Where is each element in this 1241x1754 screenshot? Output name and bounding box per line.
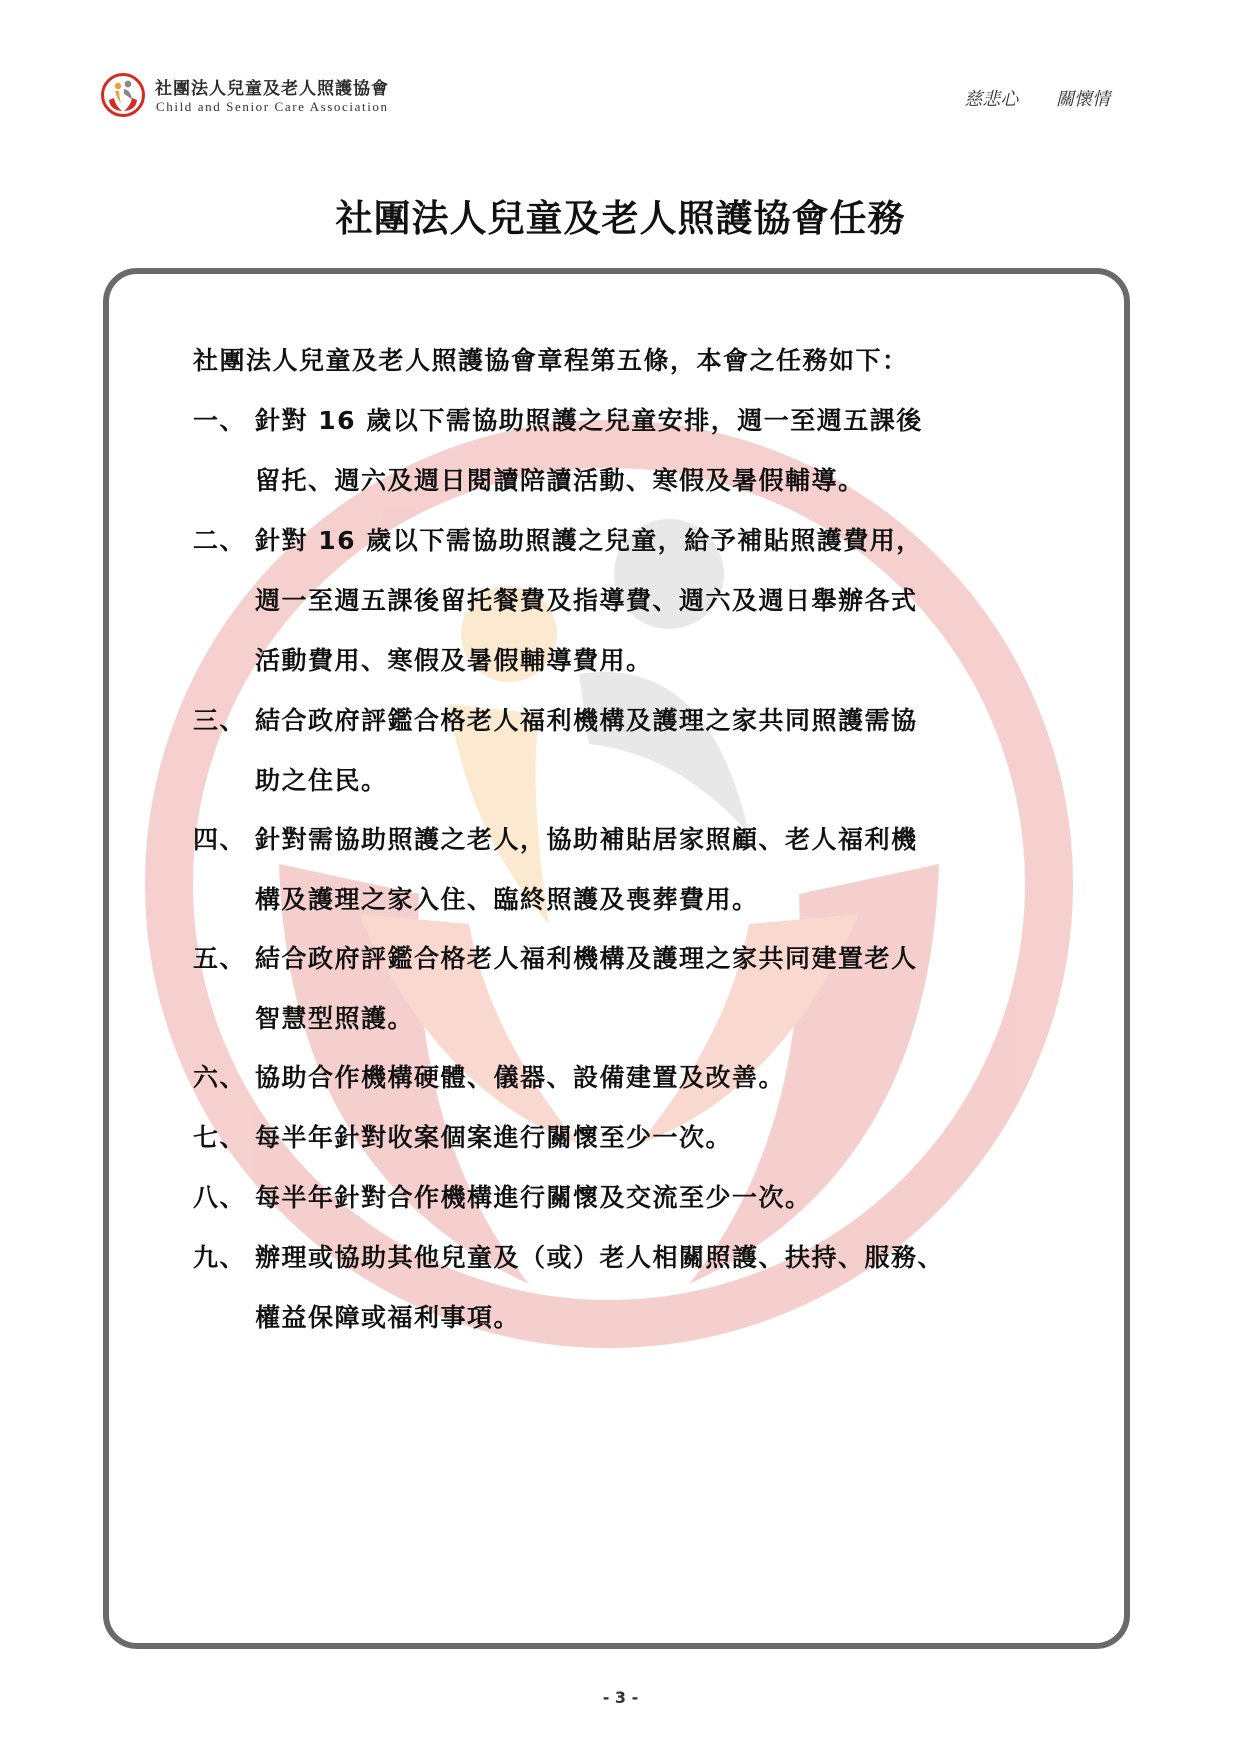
item-line: 助之住民。 [255, 766, 388, 795]
item-number: 二、 [193, 526, 247, 555]
item-number: 四、 [193, 825, 247, 854]
item-line: 針對 16 歲以下需協助照護之兒童安排，週一至週五課後 [255, 406, 923, 435]
item-number: 六、 [193, 1063, 247, 1092]
item-line: 活動費用、寒假及暑假輔導費用。 [255, 646, 653, 675]
item-line: 結合政府評鑑合格老人福利機構及護理之家共同照護需協 [255, 706, 918, 735]
item-line: 智慧型照護。 [255, 1004, 415, 1033]
header-slogan [964, 85, 1110, 111]
item-line: 結合政府評鑑合格老人福利機構及護理之家共同建置老人 [255, 944, 918, 973]
page-title: 社團法人兒童及老人照護協會任務 [335, 197, 906, 240]
org-name-chinese: 社團法人兒童及老人照護協會 [155, 79, 389, 99]
item-line: 權益保障或福利事項。 [255, 1303, 521, 1332]
org-name-english: Child and Senior Care Association [156, 99, 389, 114]
page-header [100, 70, 1110, 122]
item-line: 針對需協助照護之老人，協助補貼居家照顧、老人福利機 [255, 825, 918, 854]
item-number: 一、 [193, 406, 247, 435]
page-number: - 3 - [602, 1688, 639, 1707]
item-number: 五、 [193, 944, 247, 973]
item-line: 留托、週六及週日閱讀陪讀活動、寒假及暑假輔導。 [255, 466, 865, 495]
item-line: 協助合作機構硬體、儀器、設備建置及改善。 [255, 1063, 786, 1092]
item-line: 每半年針對收案個案進行關懷至少一次。 [255, 1123, 733, 1152]
item-number: 三、 [193, 706, 247, 735]
association-logo-icon [100, 72, 146, 118]
slogan-care: 關懷情 [1056, 89, 1110, 110]
item-line: 辦理或協助其他兒童及（或）老人相關照護、扶持、服務、 [255, 1243, 945, 1272]
mission-intro: 社團法人兒童及老人照護協會章程第五條，本會之任務如下： [193, 346, 909, 375]
item-line: 週一至週五課後留托餐費及指導費、週六及週日舉辦各式 [255, 586, 918, 615]
item-number: 九、 [193, 1243, 247, 1272]
slogan-compassion: 慈悲心 [964, 89, 1019, 110]
item-line: 針對 16 歲以下需協助照護之兒童，給予補貼照護費用， [255, 526, 923, 555]
item-line: 構及護理之家入住、臨終照護及喪葬費用。 [255, 885, 759, 914]
mission-content-box [103, 268, 1130, 1649]
item-line: 每半年針對合作機構進行關懷及交流至少一次。 [255, 1183, 812, 1212]
item-number: 七、 [193, 1123, 247, 1152]
item-number: 八、 [193, 1183, 247, 1212]
